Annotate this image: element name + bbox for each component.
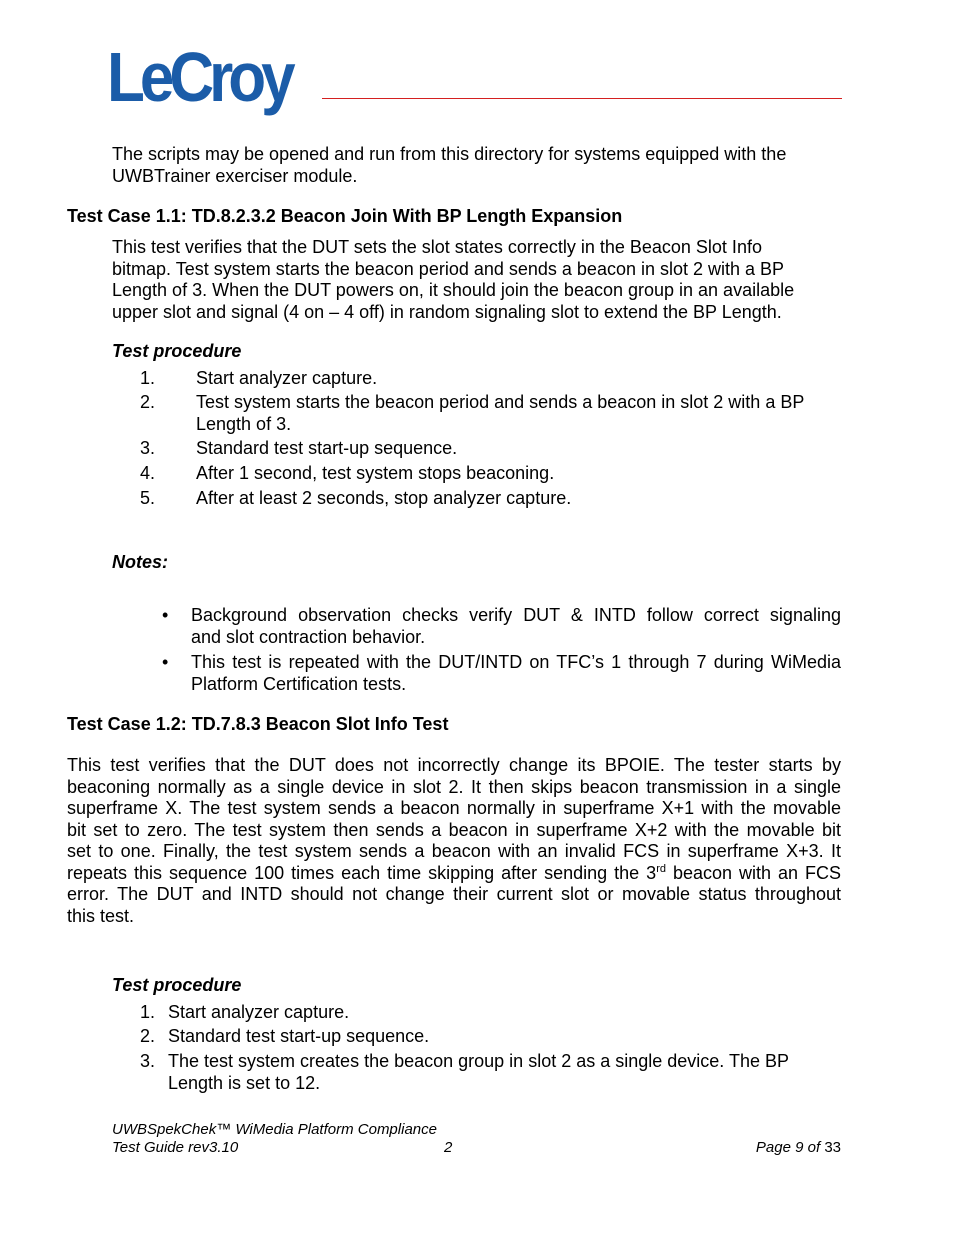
note-line: Platform Certification tests. xyxy=(191,673,407,694)
tc11-step xyxy=(140,368,155,390)
tc12-step xyxy=(140,1002,155,1024)
tc11-step xyxy=(140,463,155,485)
tc11-step-text: After at least 2 seconds, stop analyzer capture. xyxy=(196,488,572,508)
tc11-step xyxy=(140,488,155,510)
page-label: Page 9 of xyxy=(755,1139,821,1156)
step-number: 2. xyxy=(140,392,156,412)
bullet-icon: • xyxy=(162,605,169,625)
tc12-desc-line: superframe X. The test system sends a beacon normally in superframe X+1 with the movable xyxy=(67,798,841,818)
tc12-desc-line: bit set to zero. The test system then sends a beacon in superframe X+2 with the movable bit xyxy=(67,819,841,840)
step-number: 1. xyxy=(140,1002,156,1022)
tc11-step xyxy=(140,392,155,414)
tc11-step-text xyxy=(196,392,804,435)
tc12-step-text xyxy=(168,1051,789,1094)
desc-text: beacon with an FCS xyxy=(665,862,841,883)
footer-center-number: 2 xyxy=(444,1139,453,1156)
tc12-desc-line: This test verifies that the DUT does not incorrectly change its BPOIE. The tester starts by xyxy=(67,755,841,775)
footer-revision: Test Guide rev3.10 xyxy=(112,1139,239,1156)
step-number: 2. xyxy=(140,1026,156,1046)
tc11-heading: Test Case 1.1: TD.8.2.3.2 Beacon Join With BP Length Expansion xyxy=(67,206,623,226)
tc12-description xyxy=(67,755,841,927)
step-number: 3. xyxy=(140,1051,156,1071)
tc11-description xyxy=(112,237,794,323)
step-number: 5. xyxy=(140,488,156,508)
footer-title: UWBSpekChek™ WiMedia Platform Compliance xyxy=(112,1121,437,1138)
tc11-note xyxy=(191,605,841,648)
intro-paragraph: The scripts may be opened and run from this directory for systems equipped with the UWBTrainer exerciser module. xyxy=(112,144,787,186)
note-line: Background observation checks verify DUT & INTD follow correct signaling xyxy=(191,605,841,625)
tc12-procedure-title: Test procedure xyxy=(112,975,242,995)
tc11-note xyxy=(191,652,841,695)
tc12-step-text: Standard test start-up sequence. xyxy=(168,1026,430,1046)
tc12-step xyxy=(140,1026,155,1048)
step-number: 4. xyxy=(140,463,156,483)
tc12-desc-line: set to one. Finally, the test system sends a beacon with an invalid FCS in superframe X+3. It xyxy=(67,841,841,861)
step-line: Length is set to 12. xyxy=(168,1072,321,1093)
tc11-desc-line: upper slot and signal (4 on – 4 off) in random signaling slot to extend the BP Length. xyxy=(112,301,782,322)
step-line: Length of 3. xyxy=(196,413,292,434)
note-line: This test is repeated with the DUT/INTD on TFC’s 1 through 7 during WiMedia xyxy=(191,652,841,672)
tc12-desc-line: beaconing normally as a single device in slot 2. It then skips beacon transmission in a single xyxy=(67,776,841,797)
page-total: 33 xyxy=(824,1139,841,1156)
step-number: 3. xyxy=(140,438,156,458)
tc11-desc-line: bitmap. Test system starts the beacon period and sends a beacon in slot 2 with a BP xyxy=(112,258,785,279)
tc11-step-text: Start analyzer capture. xyxy=(196,368,378,388)
footer-left xyxy=(112,1121,437,1157)
tc11-step-text: After 1 second, test system stops beaconing. xyxy=(196,463,555,483)
tc12-desc-line: error. The DUT and INTD should not change their current slot or movable status throughout xyxy=(67,884,841,904)
tc12-desc-line xyxy=(67,863,841,885)
bullet-icon: • xyxy=(162,652,169,672)
tc11-step-text: Standard test start-up sequence. xyxy=(196,438,458,458)
step-line: The test system creates the beacon group in slot 2 as a single device. The BP xyxy=(168,1051,790,1071)
page-indicator xyxy=(756,1139,841,1157)
tc11-desc-line: This test verifies that the DUT sets the slot states correctly in the Beacon Slot Info xyxy=(112,237,762,257)
desc-text: repeats this sequence 100 times each time skipping after sending the 3 xyxy=(67,862,657,883)
tc12-step-text: Start analyzer capture. xyxy=(168,1002,350,1022)
ordinal-suffix: rd xyxy=(656,862,666,875)
header-rule xyxy=(322,98,842,99)
step-line: Test system starts the beacon period and sends a beacon in slot 2 with a BP xyxy=(196,392,805,412)
lecroy-logo: LeCroy xyxy=(107,39,291,117)
step-number: 1. xyxy=(140,368,156,388)
tc11-step xyxy=(140,438,155,460)
tc12-desc-line: this test. xyxy=(67,905,135,926)
tc11-procedure-title: Test procedure xyxy=(112,341,242,361)
note-line: and slot contraction behavior. xyxy=(191,626,426,647)
tc11-desc-line: Length of 3. When the DUT powers on, it should join the beacon group in an available xyxy=(112,280,795,300)
tc12-heading: Test Case 1.2: TD.7.8.3 Beacon Slot Info Test xyxy=(67,714,449,734)
tc11-notes-title: Notes: xyxy=(112,552,169,572)
tc12-step xyxy=(140,1051,155,1073)
